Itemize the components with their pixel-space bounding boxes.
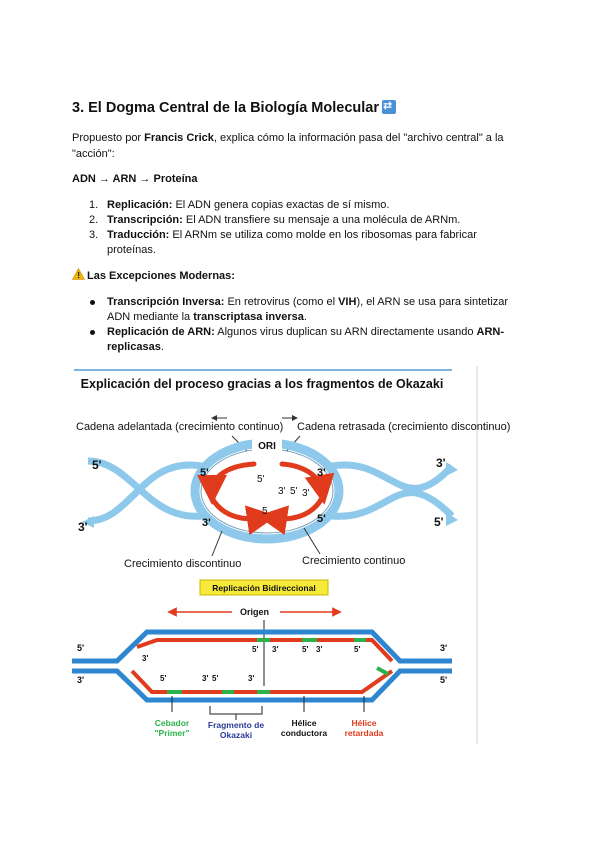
origen-label: Origen [240,607,270,617]
end-label: 5' [302,645,309,654]
dogma-flow: ADN → ARN → Proteína [72,173,198,185]
end-label: 3' [440,643,448,653]
label-continuous: Crecimiento continuo [302,555,406,567]
section-heading: 3. El Dogma Central de la Biología Molecular⇄ [72,100,396,116]
legend-lagging: retardada [344,728,384,738]
leader-line [212,531,222,556]
legend-leading: Hélice [291,718,317,728]
label-lagging-strand: Cadena retrasada (crecimiento discontinuo) [297,421,511,433]
legend-leading: conductora [280,728,328,738]
end-label: 3' [316,645,323,654]
label-discontinuous: Crecimiento discontinuo [124,558,242,570]
ori-label: ORI [258,441,276,452]
end-label: 5' [257,474,265,485]
exceptions-list [89,295,519,355]
end-label: 5 [262,506,268,517]
end-label: 5' [77,643,85,653]
end-label: 5' [440,675,448,685]
list-item: 1. Replicación: El ADN genera copias exactas de sí mismo. [89,199,390,211]
label-leading-strand: Cadena adelantada (crecimiento continuo) [76,421,284,433]
end-label: 3' [278,486,286,497]
legend-fragment: Okazaki [219,730,253,740]
end-label: 5' [317,513,326,525]
end-label: 5' [290,486,298,497]
end-label: 5' [160,674,167,683]
end-label: 3' [202,517,211,529]
legend-primer: Cebador [154,718,190,728]
end-label: 3' [436,456,446,470]
end-label: 3' [272,645,279,654]
warning-icon [72,268,85,280]
end-label: 5' [434,515,444,529]
bubble-inner [201,449,333,533]
list-item: Replicación de ARN: Algunos virus duplican su ARN directamente usando ARN-replicasas. [89,325,519,355]
daughter-strands [132,640,392,692]
legend-primer: "Primer" [154,728,190,738]
list-item: Transcripción Inversa: En retrovirus (como el VIH), el ARN se usa para sintetizar ADN mediante la transcriptasa inversa. [89,295,519,325]
bidirectional-title: Replicación Bidireccional [212,583,316,593]
end-label: 5' [200,467,209,479]
exceptions-heading: Las Excepciones Modernas: [72,268,235,284]
figure-title: Explicación del proceso gracias a los fragmentos de Okazaki [80,377,444,391]
fragment-brace [210,706,262,720]
steps-list [89,198,489,258]
refresh-icon [382,100,396,114]
end-label: 3' [317,467,326,479]
end-label: 5' [354,645,361,654]
parental-strands [72,632,452,700]
end-label: 5' [252,645,259,654]
end-label: 3' [77,675,85,685]
end-label: 3' [202,674,209,683]
list-item: 2. Transcripción: El ADN transfiere su mensaje a una molécula de ARNm. [89,214,461,226]
end-label: 5' [92,458,102,472]
strand-arrow [446,462,458,476]
okazaki-figure [72,366,511,744]
legend-lagging: Hélice [351,718,377,728]
end-label: 3' [302,488,310,499]
intro-paragraph: Propuesto por Francis Crick, explica cómo la información pasa del "archivo central" a la "acción": [72,132,504,160]
list-item: 3. Traducción: El ARNm se utiliza como molde en los ribosomas para fabricar proteínas. [89,229,477,256]
end-label: 5' [212,674,219,683]
legend-fragment: Fragmento de [207,720,265,730]
end-label: 3' [78,520,88,534]
okazaki-diagram [72,366,511,744]
end-label: 3' [142,654,149,663]
end-label: 3' [248,674,255,683]
